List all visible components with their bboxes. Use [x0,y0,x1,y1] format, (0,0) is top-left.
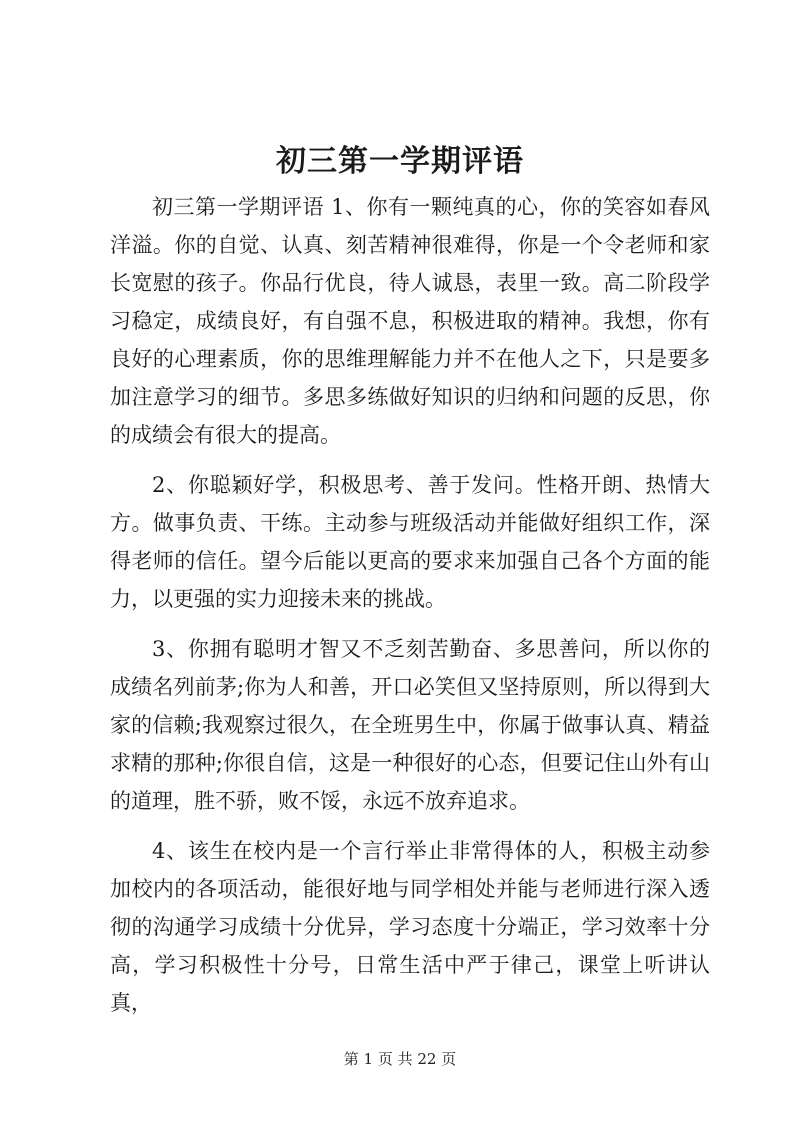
paragraph-3: 3、你拥有聪明才智又不乏刻苦勤奋、多思善问，所以你的成绩名列前茅;你为人和善，开口必笑但又坚持原则，所以得到大家的信赖;我观察过很久，在全班男生中，你属于做事认真、精益求精的那种;你很自信，这是一种很好的心态，但要记住山外有山的道理，胜不骄，败不馁，永远不放弃追求。 [110,637,710,813]
paragraph-2: 2、你聪颖好学，积极思考、善于发问。性格开朗、热情大方。做事负责、干练。主动参与班级活动并能做好组织工作，深得老师的信任。望今后能以更高的要求来加强自己各个方面的能力，以更强的实力迎接未来的挑战。 [110,473,710,611]
paragraph-4: 4、该生在校内是一个言行举止非常得体的人，积极主动参加校内的各项活动，能很好地与同学相处并能与老师进行深入透彻的沟通学习成绩十分优异，学习态度十分端正，学习效率十分高，学习积极性十分号，日常生活中严于律己，课堂上听讲认真， [110,839,710,1015]
document-body [110,188,710,1034]
paragraph-1: 初三第一学期评语 1、你有一颗纯真的心，你的笑容如春风洋溢。你的自觉、认真、刻苦精神很难得，你是一个令老师和家长宽慰的孩子。你品行优良，待人诚恳，表里一致。高二阶段学习稳定，成绩良好，有自强不息，积极进取的精神。我想，你有良好的心理素质，你的思维理解能力并不在他人之下，只是要多加注意学习的细节。多思多练做好知识的归纳和问题的反思，你的成绩会有很大的提高。 [110,195,710,447]
page-footer: 第 1 页 共 22 页 [343,1050,457,1068]
page-title: 初三第一学期评语 [276,144,524,179]
